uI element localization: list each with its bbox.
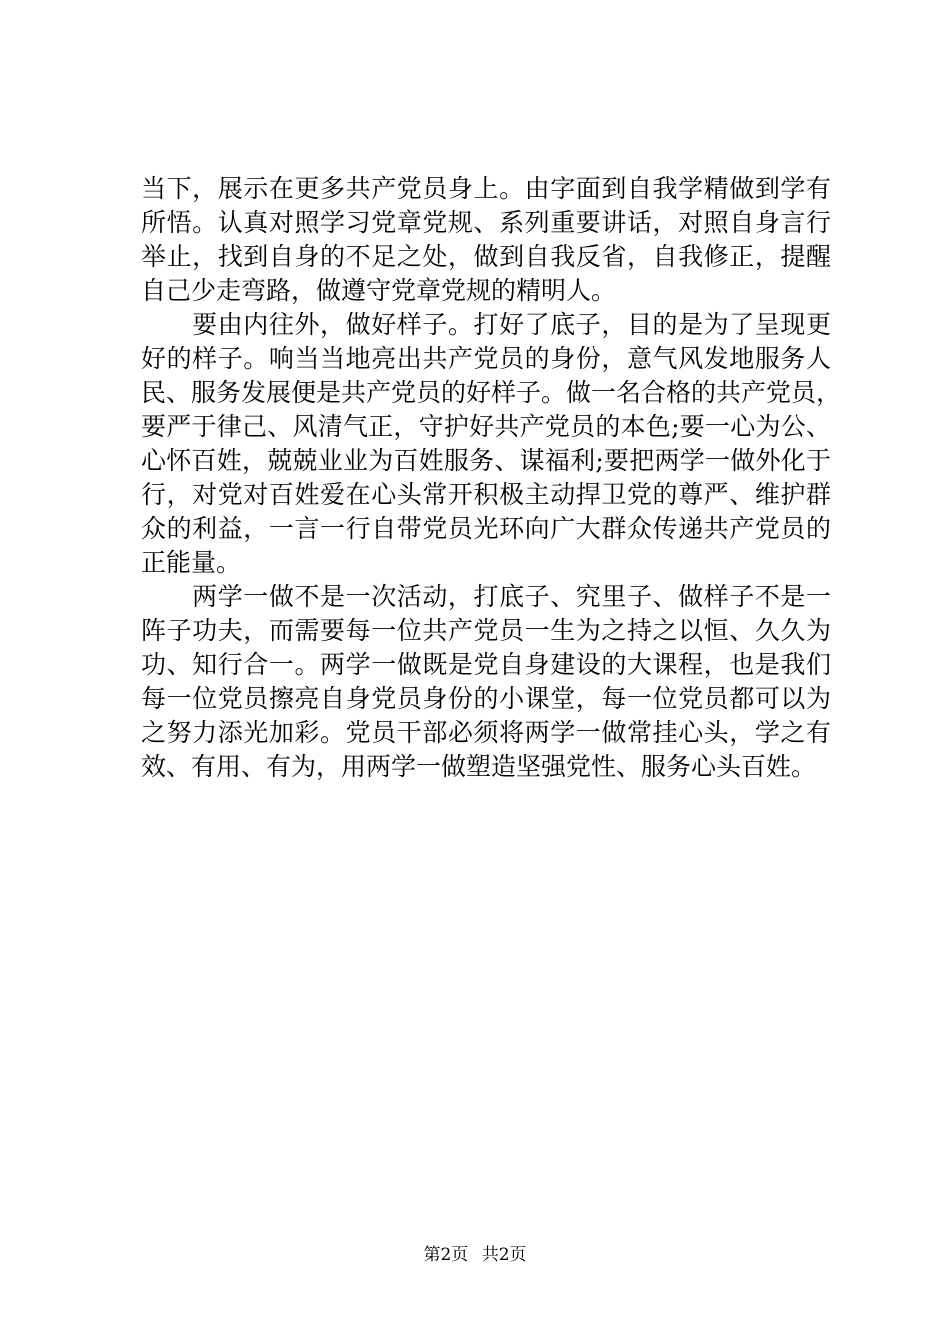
text-line: 所悟。认真对照学习党章党规、系列重要讲话，对照自身言行 <box>141 208 831 237</box>
text-line: 当下，展示在更多共产党员身上。由字面到自我学精做到学有 <box>141 174 831 203</box>
text-line: 阵子功夫，而需要每一位共产党员一生为之持之以恒、久久为 <box>141 616 831 645</box>
text-line: 要由内往外，做好样子。打好了底子，目的是为了呈现更 <box>141 310 831 339</box>
text-line: 正能量。 <box>141 548 242 577</box>
text-line: 好的样子。响当当地亮出共产党员的身份，意气风发地服务人 <box>141 344 831 373</box>
document-body <box>141 172 842 784</box>
text-line: 行，对党对百姓爱在心头常开积极主动捍卫党的尊严、维护群 <box>141 480 831 509</box>
text-line: 自己少走弯路，做遵守党章党规的精明人。 <box>141 276 617 305</box>
text-line: 效、有用、有为，用两学一做塑造坚强党性、服务心头百姓。 <box>141 752 817 781</box>
text-line: 众的利益，一言一行自带党员光环向广大群众传递共产党员的 <box>141 514 831 543</box>
text-line: 民、服务发展便是共产党员的好样子。做一名合格的共产党员， <box>141 378 842 407</box>
text-line: 心怀百姓，兢兢业业为百姓服务、谋福利;要把两学一做外化于 <box>141 446 831 475</box>
text-line: 之努力添光加彩。党员干部必须将两学一做常挂心头，学之有 <box>141 718 831 747</box>
page-number: 第2页 <box>423 1245 469 1265</box>
paragraph-3 <box>141 580 831 784</box>
paragraph-2 <box>141 308 842 580</box>
text-line: 举止，找到自身的不足之处，做到自我反省，自我修正，提醒 <box>141 242 831 271</box>
page-total: 共2页 <box>481 1245 527 1265</box>
page-footer <box>0 1243 950 1267</box>
text-line: 每一位党员擦亮自身党员身份的小课堂，每一位党员都可以为 <box>141 684 831 713</box>
text-line: 两学一做不是一次活动，打底子、究里子、做样子不是一 <box>141 582 831 611</box>
paragraph-1 <box>141 172 831 308</box>
text-line: 功、知行合一。两学一做既是党自身建设的大课程，也是我们 <box>141 650 831 679</box>
text-line: 要严于律己、风清气正，守护好共产党员的本色;要一心为公、 <box>141 412 831 441</box>
